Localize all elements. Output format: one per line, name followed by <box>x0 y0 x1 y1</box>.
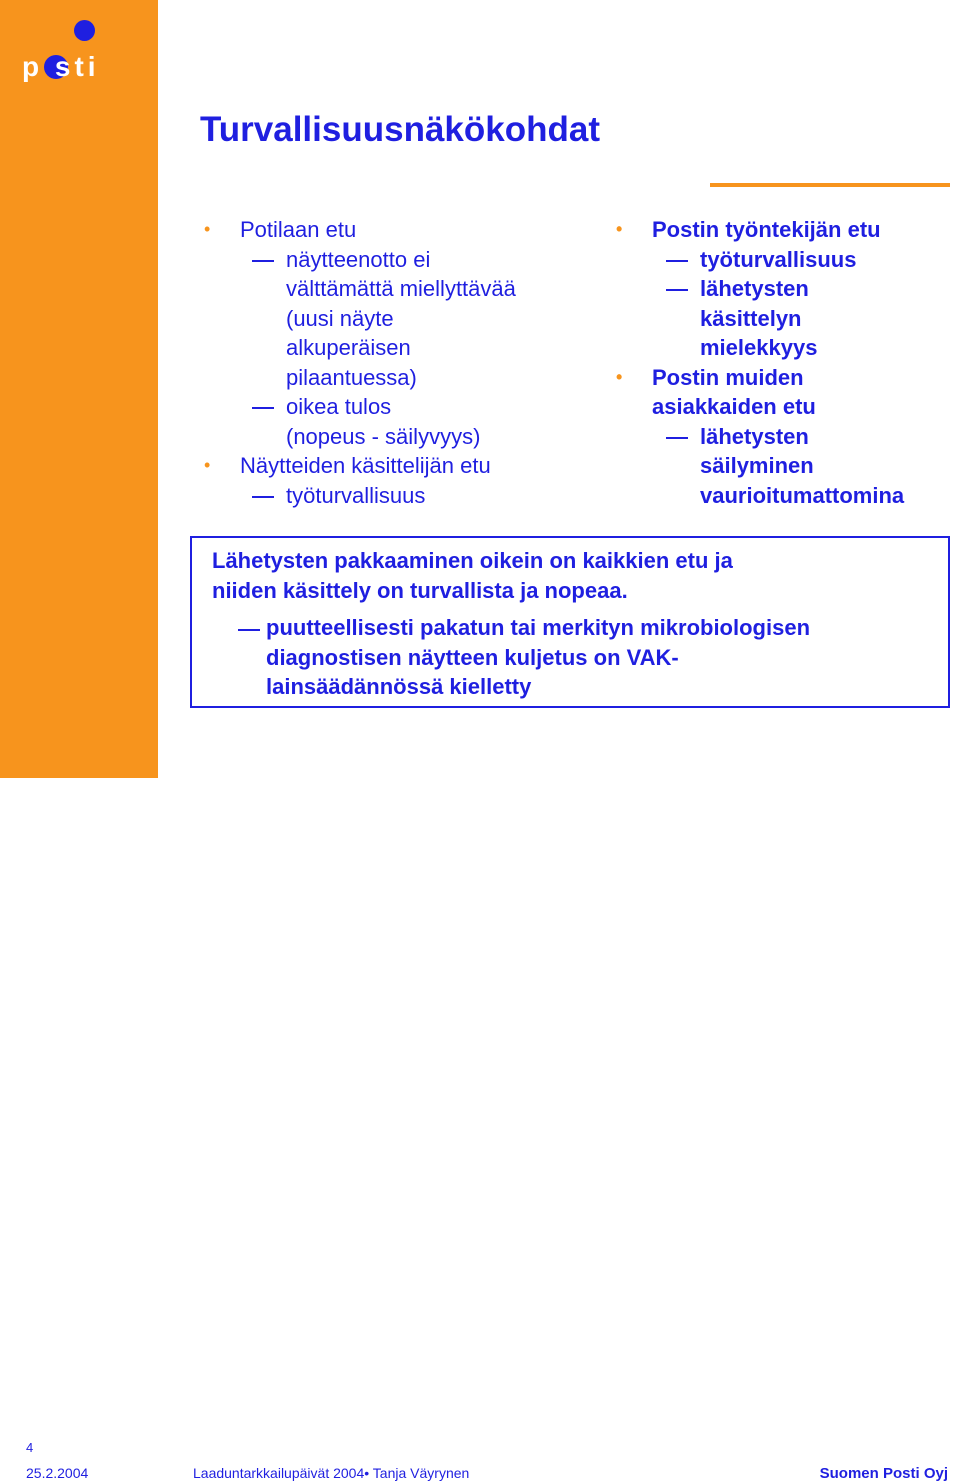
right-item-line: lähetysten <box>700 423 809 449</box>
footer <box>0 718 960 1482</box>
summary-sub-line: diagnostisen näytteen kuljetus on VAK- <box>266 644 679 670</box>
right-item-line: säilyminen <box>700 453 814 478</box>
left-item-line: välttämättä miellyttävää <box>286 276 516 301</box>
left-item-line: alkuperäisen <box>286 335 411 360</box>
left-sub-item <box>200 245 580 393</box>
summary-line: Lähetysten pakkaaminen oikein on kaikkien etu ja <box>212 548 733 573</box>
summary-sub-line: lainsäädännössä kielletty <box>266 674 532 699</box>
left-bullet-item <box>200 451 580 481</box>
right-sub-item <box>612 422 952 511</box>
left-bullet-item <box>200 215 580 245</box>
right-item-line: käsittelyn <box>700 305 802 331</box>
left-item-line: pilaantuessa) <box>286 364 417 390</box>
page-number: 4 <box>26 1440 34 1455</box>
right-bullet-item <box>612 215 952 245</box>
summary-line: niiden käsittely on turvallista ja nopeaa. <box>212 577 628 603</box>
footer-event <box>193 1465 469 1481</box>
right-item-line: lähetysten <box>700 276 809 301</box>
bullet-dot-icon: • <box>616 219 623 239</box>
dash-bullet <box>238 629 260 631</box>
footer-date: 25.2.2004 <box>26 1465 89 1481</box>
left-item-line: Potilaan etu <box>240 217 357 242</box>
dash-bullet <box>252 496 274 498</box>
summary-sub-text <box>266 613 810 702</box>
slide-title: Turvallisuusnäkökohdat <box>200 110 600 149</box>
summary-main-text <box>212 546 733 605</box>
right-item-line: Postin työntekijän etu <box>652 217 881 242</box>
right-item-line: työturvallisuus <box>700 246 857 272</box>
left-item-line: työturvallisuus <box>286 482 426 508</box>
summary-box <box>190 536 950 708</box>
right-item-line: Postin muiden <box>652 364 804 390</box>
right-bullet-item <box>612 363 952 422</box>
right-column <box>612 215 952 510</box>
footer-company: Suomen Posti Oyj <box>819 1465 948 1482</box>
left-column <box>200 215 580 510</box>
orange-sidebar <box>0 0 158 778</box>
left-sub-item <box>200 481 580 511</box>
right-sub-item <box>612 274 952 363</box>
dash-bullet <box>252 407 274 409</box>
footer-separator: • <box>364 1465 370 1481</box>
right-item-line: asiakkaiden etu <box>652 394 816 419</box>
footer-event-name: Laaduntarkkailupäivät 2004 <box>193 1465 365 1481</box>
left-item-line: oikea tulos <box>286 394 392 419</box>
right-sub-item <box>612 245 952 275</box>
left-sub-item <box>200 392 580 451</box>
summary-sub-line: puutteellisesti pakatun tai merkityn mikrobiologisen <box>266 615 811 640</box>
bullet-dot-icon: • <box>204 455 211 475</box>
posti-logo <box>22 14 152 84</box>
left-item-line: Näytteiden käsittelijän etu <box>240 453 491 478</box>
left-item-line: (nopeus - säilyvyys) <box>286 423 481 449</box>
footer-presenter: Tanja Väyrynen <box>372 1465 470 1481</box>
left-item-line: (uusi näyte <box>286 305 394 331</box>
dash-bullet <box>666 437 688 439</box>
title-rule <box>710 183 950 187</box>
bullet-dot-icon: • <box>616 366 623 387</box>
dash-bullet <box>666 260 688 262</box>
logo-wordmark: p sti <box>22 51 100 82</box>
logo-top-dot <box>74 20 95 41</box>
dash-bullet <box>252 260 274 262</box>
left-item-line: näytteenotto ei <box>286 246 431 272</box>
right-item-line: mielekkyys <box>700 335 818 360</box>
right-item-line: vaurioitumattomina <box>700 482 905 508</box>
bullet-dot-icon: • <box>204 219 211 239</box>
dash-bullet <box>666 289 688 291</box>
